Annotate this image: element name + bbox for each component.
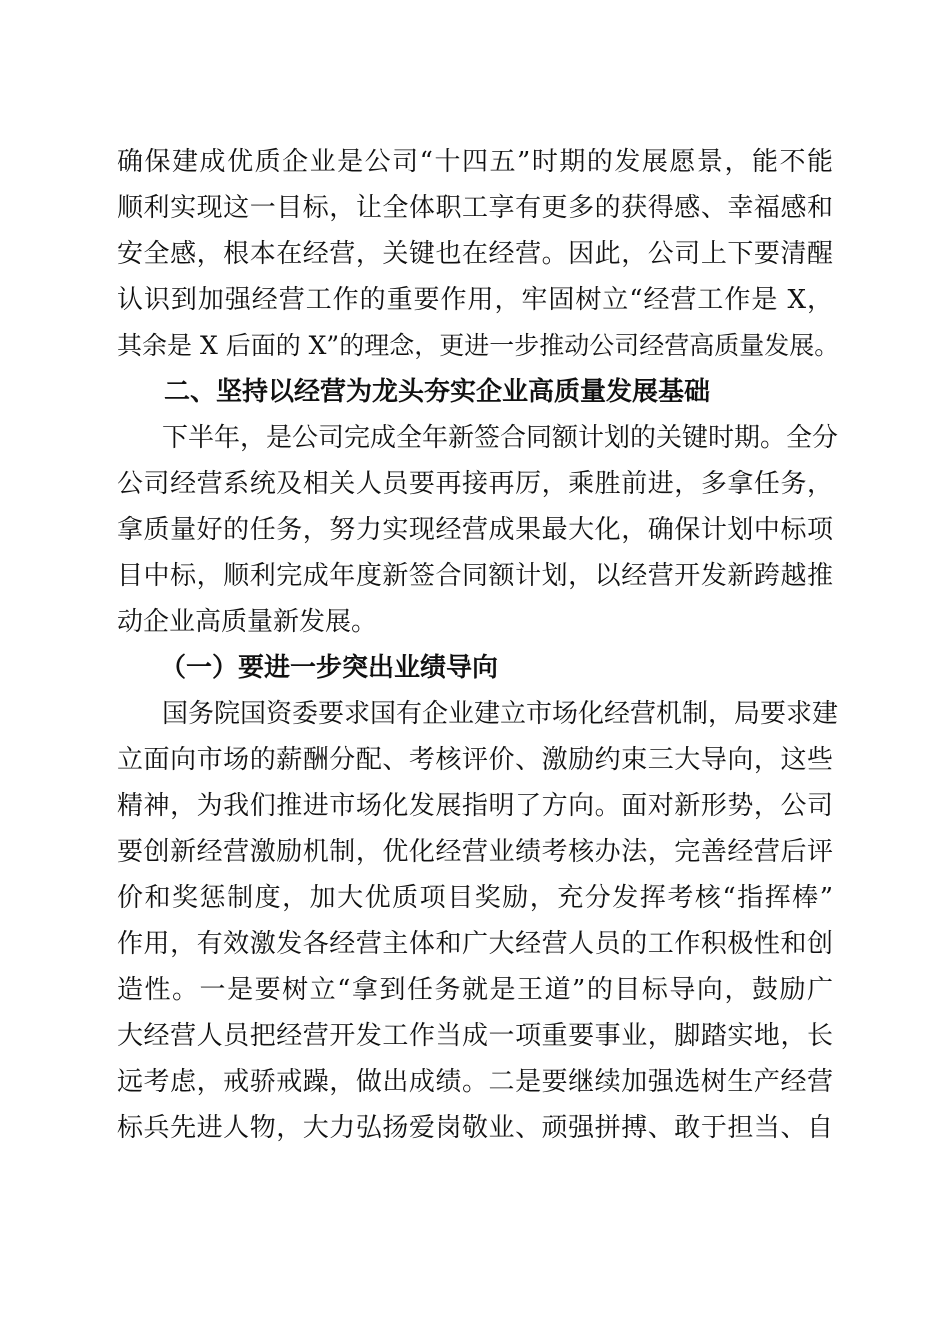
paragraph-1-line-3: 安全感，根本在经营，关键也在经营。因此，公司上下要清醒 [117, 239, 833, 269]
section-heading-2: 二、坚持以经营为龙头夯实企业高质量发展基础 [164, 377, 711, 407]
paragraph-1-line-2: 顺利实现这一目标，让全体职工享有更多的获得感、幸福感和 [117, 193, 833, 223]
paragraph-2-line-3: 拿质量好的任务，努力实现经营成果最大化，确保计划中标项 [117, 515, 833, 545]
paragraph-3-line-6: 作用，有效激发各经营主体和广大经营人员的工作积极性和创 [117, 929, 833, 959]
paragraph-1-line-5: 其余是 X 后面的 X”的理念，更进一步推动公司经营高质量发展。 [117, 331, 840, 360]
subsection-heading-1: （一）要进一步突出业绩导向 [160, 653, 499, 683]
paragraph-1-line-4: 认识到加强经营工作的重要作用，牢固树立“经营工作是 X， [117, 285, 833, 315]
paragraph-2-line-4: 目中标，顺利完成年度新签合同额计划，以经营开发新跨越推 [117, 561, 833, 591]
paragraph-3-line-3: 精神，为我们推进市场化发展指明了方向。面对新形势，公司 [117, 791, 833, 821]
paragraph-3-line-5: 价和奖惩制度，加大优质项目奖励，充分发挥考核“指挥棒” [117, 883, 833, 913]
paragraph-3-line-10: 标兵先进人物，大力弘扬爱岗敬业、顽强拼搏、敢于担当、自 [117, 1113, 833, 1143]
paragraph-3-line-8: 大经营人员把经营开发工作当成一项重要事业，脚踏实地，长 [117, 1021, 833, 1051]
paragraph-2-line-5: 动企业高质量新发展。 [117, 607, 378, 637]
paragraph-2-line-2: 公司经营系统及相关人员要再接再厉，乘胜前进，多拿任务， [117, 469, 833, 499]
paragraph-3-line-9: 远考虑，戒骄戒躁，做出成绩。二是要继续加强选树生产经营 [117, 1067, 833, 1097]
paragraph-2-line-1: 下半年，是公司完成全年新签合同额计划的关键时期。全分 [162, 423, 839, 453]
paragraph-3-line-4: 要创新经营激励机制，优化经营业绩考核办法，完善经营后评 [117, 837, 833, 867]
paragraph-3-line-7: 造性。一是要树立“拿到任务就是王道”的目标导向，鼓励广 [117, 975, 833, 1005]
paragraph-1-line-1: 确保建成优质企业是公司“十四五”时期的发展愿景，能不能 [117, 147, 833, 177]
paragraph-3-line-2: 立面向市场的薪酬分配、考核评价、激励约束三大导向，这些 [117, 745, 833, 775]
paragraph-3-line-1: 国务院国资委要求国有企业建立市场化经营机制，局要求建 [162, 699, 839, 729]
